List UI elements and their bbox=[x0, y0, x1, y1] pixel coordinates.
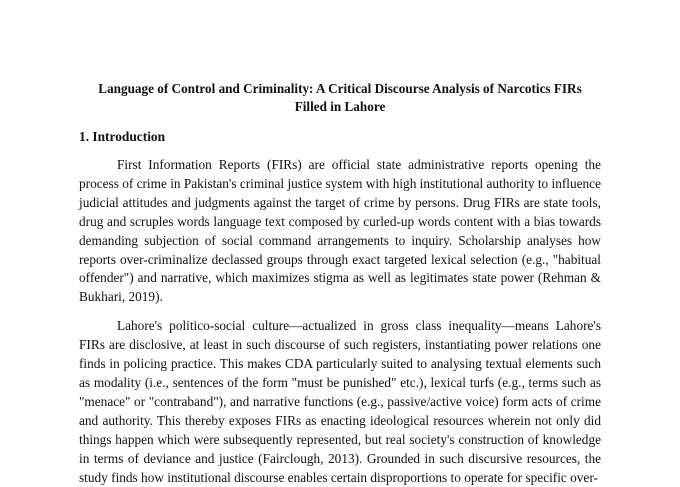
paragraph-1: First Information Reports (FIRs) are official state administrative reports opening the process of crime in Pakistan's criminal justice system with high institutional authority to influence judicial attitudes and judgments against the target of crime by persons. Drug FIRs are state tools, drug and scruples words language text composed by curled-up words content with a bias towards demanding subjection of social command arrangements to inquiry. Scholarship analyses how reports over-criminalize declassed groups through exact targeted lexical selection (e.g., "habitual offender") and narrative, which maximizes stigma as well as legitimates state power (Rehman & Bukhari, 2019). bbox=[79, 157, 601, 305]
paper-title: Language of Control and Criminality: A Critical Discourse Analysis of Narcotics FIRs Filled in Lahore bbox=[98, 81, 582, 114]
section-heading: 1. Introduction bbox=[79, 129, 166, 144]
document-page bbox=[79, 80, 601, 487]
paragraph-2: Lahore's politico-social culture—actualized in gross class inequality—means Lahore's FIRs are disclosive, at least in such discourse of such registers, instantiating power relations one finds in policing practice. This makes CDA particularly suited to analysing textual elements such as modality (i.e., sentences of the form "must be punished" etc.), lexical turfs (e.g., terms such as "menace" or "contraband"), and narrative functions (e.g., passive/active voice) form acts of crime and authority. This thereby exposes FIRs as enacting ideological resources wherein not only did things happen which were subsequently represented, but real society's construction of knowledge in terms of deviance and justice (Fairclough, 2013). Grounded in such discursive resources, the study finds how institutional discourse enables certain disproportions to operate for specific over- bbox=[79, 318, 601, 485]
